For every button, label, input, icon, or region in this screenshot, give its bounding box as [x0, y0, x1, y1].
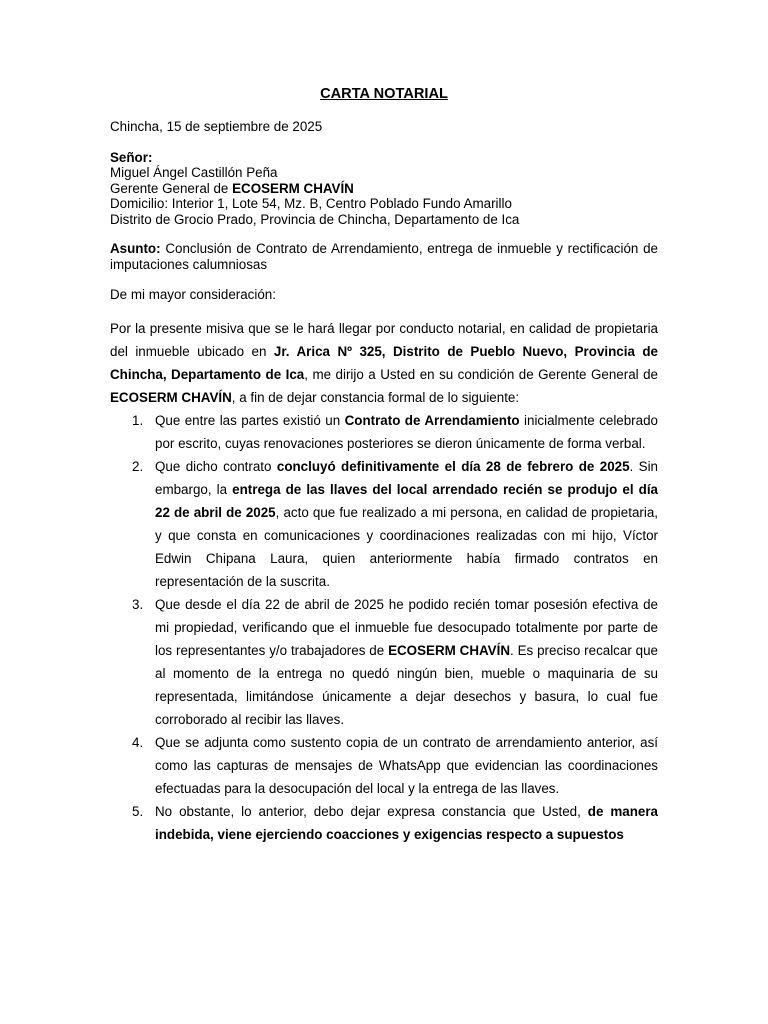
addressee-role: Gerente General de ECOSERM CHAVÍN: [110, 180, 354, 196]
date-line: Chincha, 15 de septiembre de 2025: [110, 119, 323, 134]
company-name: ECOSERM CHAVÍN: [232, 180, 354, 196]
salutation: Señor:: [110, 149, 153, 165]
list-item: 2. Que dicho contrato concluyó definitivamente el día 28 de febrero de 2025. Sin embargo, la entrega de las llaves del local arrendado recién se produjo el día 22 de abril de 2025, acto que fue realizado a mi persona, en calidad de propietaria, y que consta en comunicaciones y coordinaciones realizadas con mi hijo, Víctor Edwin Chipana Laura, quien anteriormente había firmado contratos en representación de la suscrita.: [110, 455, 658, 593]
address-line-2: Distrito de Grocio Prado, Provincia de Chincha, Departamento de Ica: [110, 211, 520, 227]
intro-paragraph: Por la presente misiva que se le hará llegar por conducto notarial, en calidad de propietaria del inmueble ubicado en Jr. Arica Nº 325, Distrito de Pueblo Nuevo, Provincia de Chincha, Departamento de Ica, me dirijo a Usted en su condición de Gerente General de ECOSERM CHAVÍN, a fin de dejar constancia formal de lo siguiente:: [110, 320, 658, 405]
list-number: 2.: [132, 458, 144, 474]
list-item: 1. Que entre las partes existió un Contrato de Arrendamiento inicialmente celebrado por escrito, cuyas renovaciones posteriores se dieron únicamente de forma verbal.: [110, 409, 658, 455]
list-item: 4. Que se adjunta como sustento copia de un contrato de arrendamiento anterior, así como las capturas de mensajes de WhatsApp que evidencian las coordinaciones efectuadas para la desocupación del local y la entrega de las llaves.: [110, 731, 658, 800]
list-number: 5.: [132, 803, 144, 819]
subject-text: Conclusión de Contrato de Arrendamiento, entrega de inmueble y rectificación de imputaciones calumniosas: [110, 241, 658, 272]
list-number: 3.: [132, 596, 144, 612]
list-number: 1.: [132, 412, 144, 428]
subject-line: [110, 241, 658, 273]
addressee-name: Miguel Ángel Castillón Peña: [110, 165, 278, 180]
subject-label: Asunto:: [110, 241, 161, 256]
list-item: 3. Que desde el día 22 de abril de 2025 he podido recién tomar posesión efectiva de mi propiedad, verificando que el inmueble fue desocupado totalmente por parte de los representantes y/o trabajadores de ECOSERM CHAVÍN. Es preciso recalcar que al momento de la entrega no quedó ningún bien, mueble o maquinaria de su representada, limitándose únicamente a dejar desechos y basura, lo cual fue corroborado al recibir las llaves.: [110, 593, 658, 731]
document-title: CARTA NOTARIAL: [320, 86, 448, 102]
list-item: 5. No obstante, lo anterior, debo dejar expresa constancia que Usted, de manera indebida, viene ejerciendo coacciones y exigencias respecto a supuestos: [110, 800, 658, 846]
list-number: 4.: [132, 734, 144, 750]
letter-body: [110, 86, 658, 846]
numbered-list: [110, 409, 658, 846]
greeting: De mi mayor consideración:: [110, 287, 276, 302]
addressee-block: [110, 150, 658, 228]
address-line-1: Domicilio: Interior 1, Lote 54, Mz. B, Centro Poblado Fundo Amarillo: [110, 196, 512, 211]
